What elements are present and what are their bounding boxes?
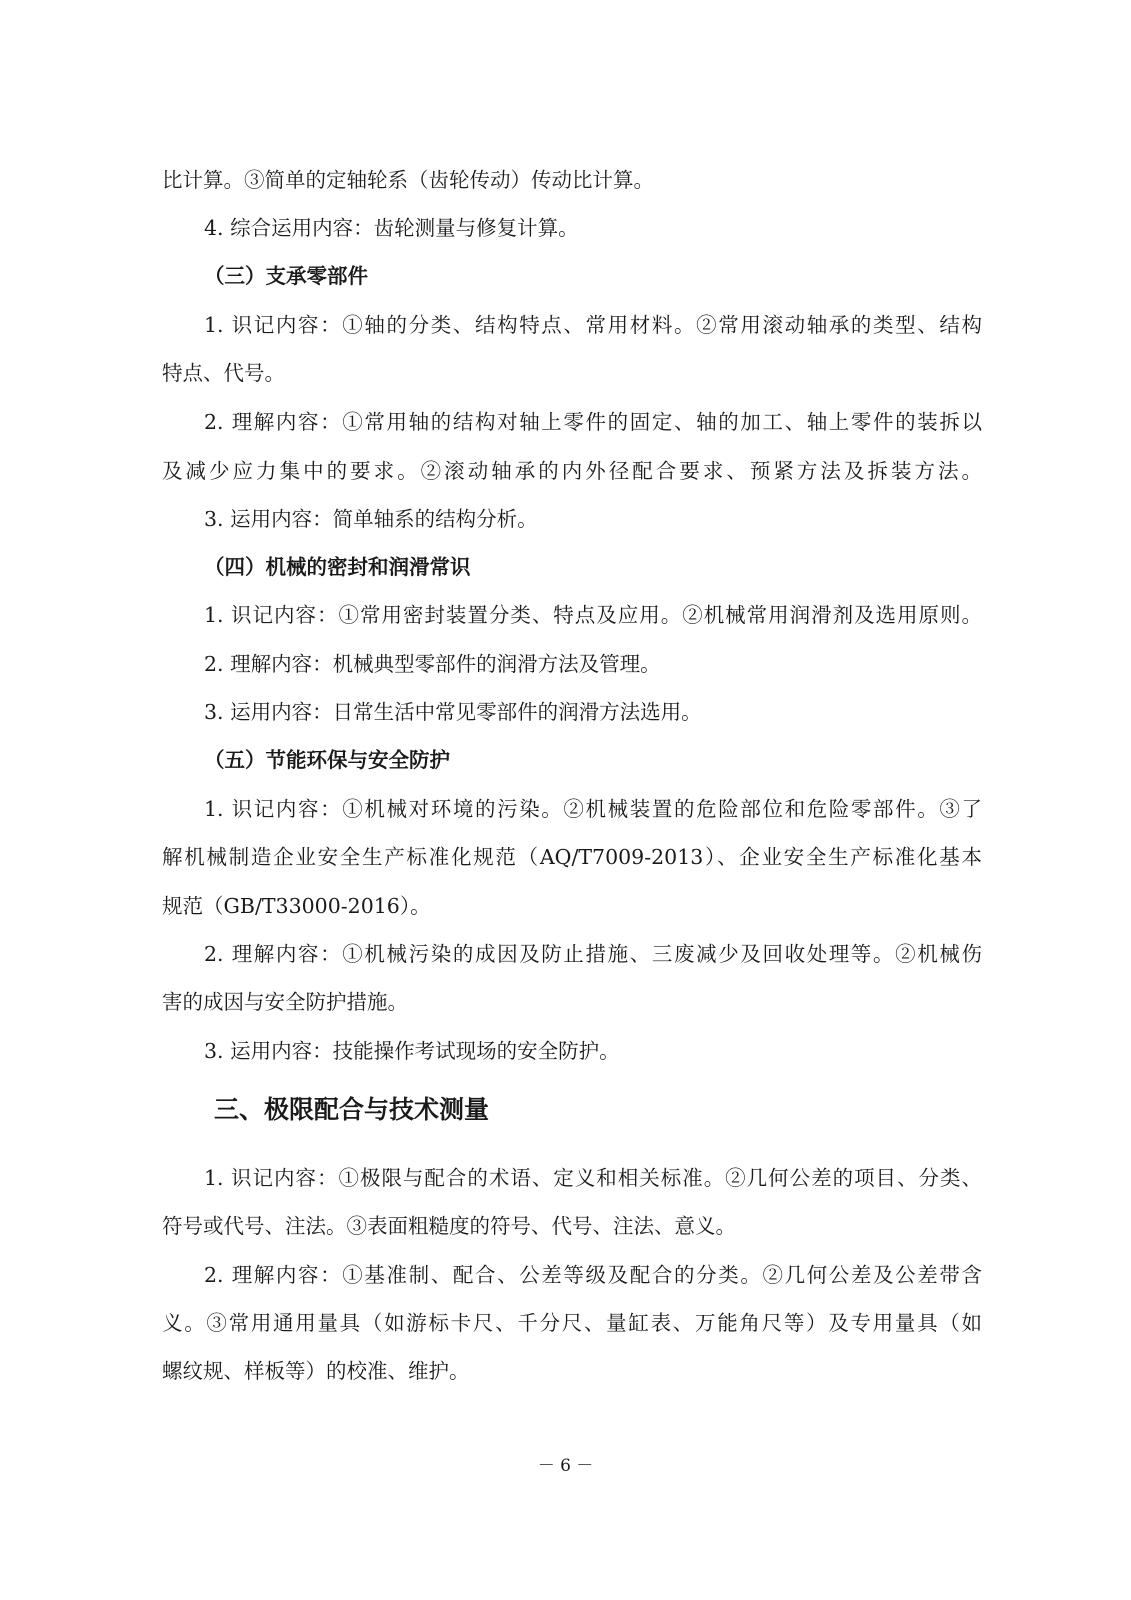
paragraph-line: 义。③常用通用量具（如游标卡尺、千分尺、量缸表、万能角尺等）及专用量具（如 xyxy=(162,1311,982,1335)
paragraph-line: 特点、代号。 xyxy=(162,361,285,385)
paragraph-line: 螺纹规、样板等）的校准、维护。 xyxy=(162,1359,470,1383)
paragraph-line: 4. 综合运用内容：齿轮测量与修复计算。 xyxy=(204,216,579,240)
paragraph-line: 2. 理解内容：①常用轴的结构对轴上零件的固定、轴的加工、轴上零件的装拆以 xyxy=(204,410,982,434)
paragraph-line: 比计算。③简单的定轴轮系（齿轮传动）传动比计算。 xyxy=(162,168,654,192)
paragraph-line: 3. 运用内容：日常生活中常见零部件的润滑方法选用。 xyxy=(204,700,702,724)
section-heading: 三、极限配合与技术测量 xyxy=(214,1095,490,1124)
paragraph-line: 2. 理解内容：机械典型零部件的润滑方法及管理。 xyxy=(204,652,661,676)
subsection-heading: （五）节能环保与安全防护 xyxy=(204,748,450,772)
paragraph-line: 解机械制造企业安全生产标准化规范（AQ/T7009-2013）、企业安全生产标准化基本 xyxy=(162,845,982,869)
paragraph-line: 1. 识记内容：①轴的分类、结构特点、常用材料。②常用滚动轴承的类型、结构 xyxy=(204,313,982,337)
subsection-heading: （三）支承零部件 xyxy=(204,264,368,288)
paragraph-line: 规范（GB/T33000-2016）。 xyxy=(162,894,431,918)
paragraph-line: 3. 运用内容：技能操作考试现场的安全防护。 xyxy=(204,1039,620,1063)
paragraph-line: 害的成因与安全防护措施。 xyxy=(162,990,408,1014)
paragraph-line: 1. 识记内容：①常用密封装置分类、特点及应用。②机械常用润滑剂及选用原则。 xyxy=(204,603,982,627)
paragraph-line: 2. 理解内容：①机械污染的成因及防止措施、三废减少及回收处理等。②机械伤 xyxy=(204,942,982,966)
paragraph-line: 3. 运用内容：简单轴系的结构分析。 xyxy=(204,507,538,531)
paragraph-line: 及减少应力集中的要求。②滚动轴承的内外径配合要求、预紧方法及拆装方法。 xyxy=(162,459,982,483)
page-number: － 6 － xyxy=(537,1456,594,1476)
subsection-heading: （四）机械的密封和润滑常识 xyxy=(204,555,471,579)
paragraph-line: 2. 理解内容：①基准制、配合、公差等级及配合的分类。②几何公差及公差带含 xyxy=(204,1263,982,1287)
paragraph-line: 符号或代号、注法。③表面粗糙度的符号、代号、注法、意义。 xyxy=(162,1214,736,1238)
paragraph-line: 1. 识记内容：①极限与配合的术语、定义和相关标准。②几何公差的项目、分类、 xyxy=(204,1166,982,1190)
paragraph-line: 1. 识记内容：①机械对环境的污染。②机械装置的危险部位和危险零部件。③了 xyxy=(204,797,982,821)
